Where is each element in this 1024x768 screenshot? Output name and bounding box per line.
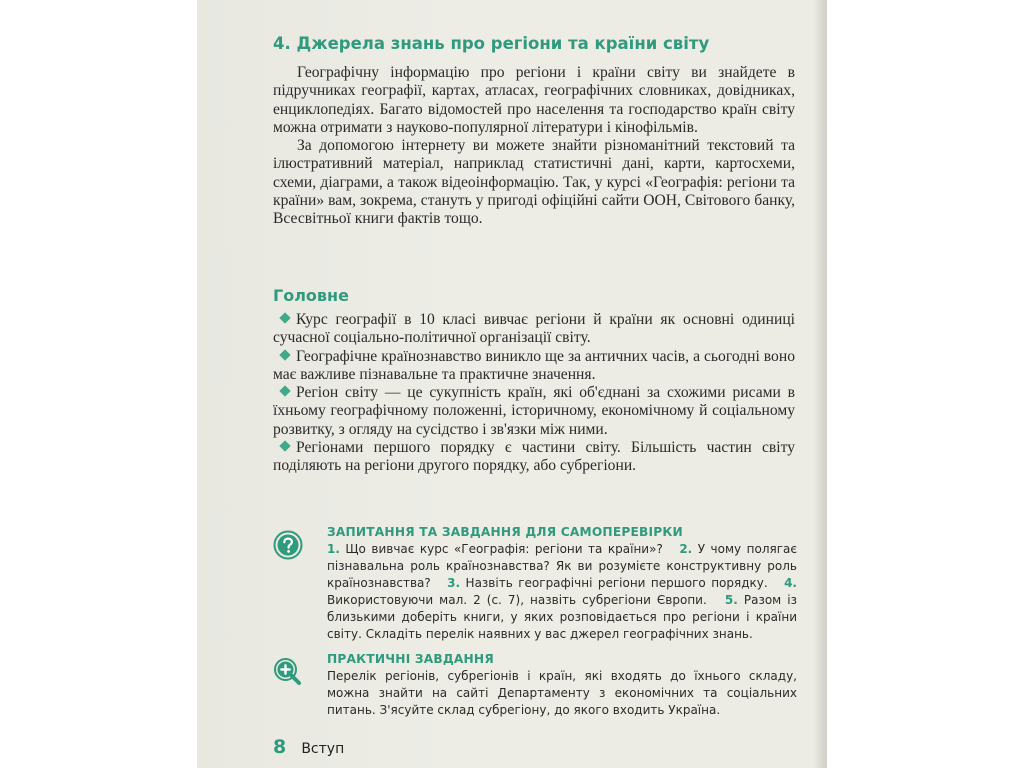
question-text: Що вивчає курс «Географія: регіони та країни»? <box>345 542 663 556</box>
practice-text <box>327 651 797 719</box>
section-body <box>273 64 795 229</box>
summary-item <box>273 439 795 476</box>
question-text: Назвіть географічні регіони першого порядку. <box>465 576 768 590</box>
chapter-label: Вступ <box>301 741 345 757</box>
section-title: 4. Джерела знань про регіони та країни світу <box>273 34 710 53</box>
question-number: 4. <box>784 576 797 590</box>
bullet-diamond-icon <box>279 312 290 323</box>
question-text: Використовуючи мал. 2 (с. 7), назвіть субрегіони Європи. <box>327 593 707 607</box>
page-edge-shadow <box>813 0 827 768</box>
summary-title: Головне <box>273 286 349 305</box>
summary-item <box>273 311 795 348</box>
section-paragraph: За допомогою інтернету ви можете знайти різноманітний текстовий та ілюстративний матеріал, наприклад статистичні дані, карти, картосхеми, схеми, діаграми, а також відеоінформацію. Так, у курсі «Географія: регіони та країни» вам, зокрема, стануть у пригоді офіційні сайти ООН, Світового банку, Всесвітньої книги фактів тощо. <box>273 137 795 228</box>
summary-item-text: Регіонами першого порядку є частини світу. Більшість частин світу поділяють на регіони другого порядку, або субрегіони. <box>273 439 795 475</box>
summary-item <box>273 384 795 439</box>
page-number: 8 <box>273 736 287 758</box>
summary-item-text: Географічне країнознавство виникло ще за античних часів, а сьогодні воно має важливе пізнавальне та практичне значення. <box>273 347 795 383</box>
summary-item-text: Регіон світу — це сукупність країн, які об'єднані за схожими рисами в їхньому географічному положенні, історичному, економічному й соціальному розвитку, з огляду на сусідство і зв'язки між ними. <box>273 384 795 438</box>
section-paragraph: Географічну інформацію про регіони і країни світу ви знайдете в підручниках географії, картах, атласах, географічних словниках, довідниках, енциклопедіях. Багато відомостей про населення та господарство країн світу можна отримати з науково-популярної літератури і кінофільмів. <box>273 64 795 136</box>
question-icon <box>273 530 303 560</box>
summary-list <box>273 311 795 476</box>
bullet-diamond-icon <box>279 349 290 360</box>
summary-item-text: Курс географії в 10 класі вивчає регіони й країни як основні одиниці сучасної соціально-політичної організації світу. <box>273 311 795 347</box>
question-number: 1. <box>327 542 340 556</box>
bullet-diamond-icon <box>279 386 290 397</box>
summary-item <box>273 348 795 385</box>
question-text: У чому полягає пізнавальна роль країнознавства? Як ви розумієте конструктивну роль країнознавства? <box>327 542 797 590</box>
questions-text <box>327 524 797 643</box>
question-number: 3. <box>447 576 461 590</box>
practice-body: Перелік регіонів, субрегіонів і країн, які входять до їхнього складу, можна знайти на сайті Департаменту з економічних та соціальних питань. З'ясуйте склад субрегіону, до якого входить Україна. <box>327 669 797 717</box>
question-text: Разом із близькими доберіть книги, у яких розповідається про регіони і країни світу. Складіть перелік наявних у вас джерел географічних знань. <box>327 593 797 641</box>
question-number: 2. <box>679 542 693 556</box>
magnifier-plus-icon <box>273 657 303 687</box>
page-footer <box>273 736 344 758</box>
bullet-diamond-icon <box>279 440 290 451</box>
questions-title: ЗАПИТАННЯ ТА ЗАВДАННЯ ДЛЯ САМОПЕРЕВІРКИ <box>327 525 683 539</box>
textbook-page <box>197 0 827 768</box>
question-number: 5. <box>724 593 738 607</box>
practice-title: ПРАКТИЧНІ ЗАВДАННЯ <box>327 652 494 666</box>
